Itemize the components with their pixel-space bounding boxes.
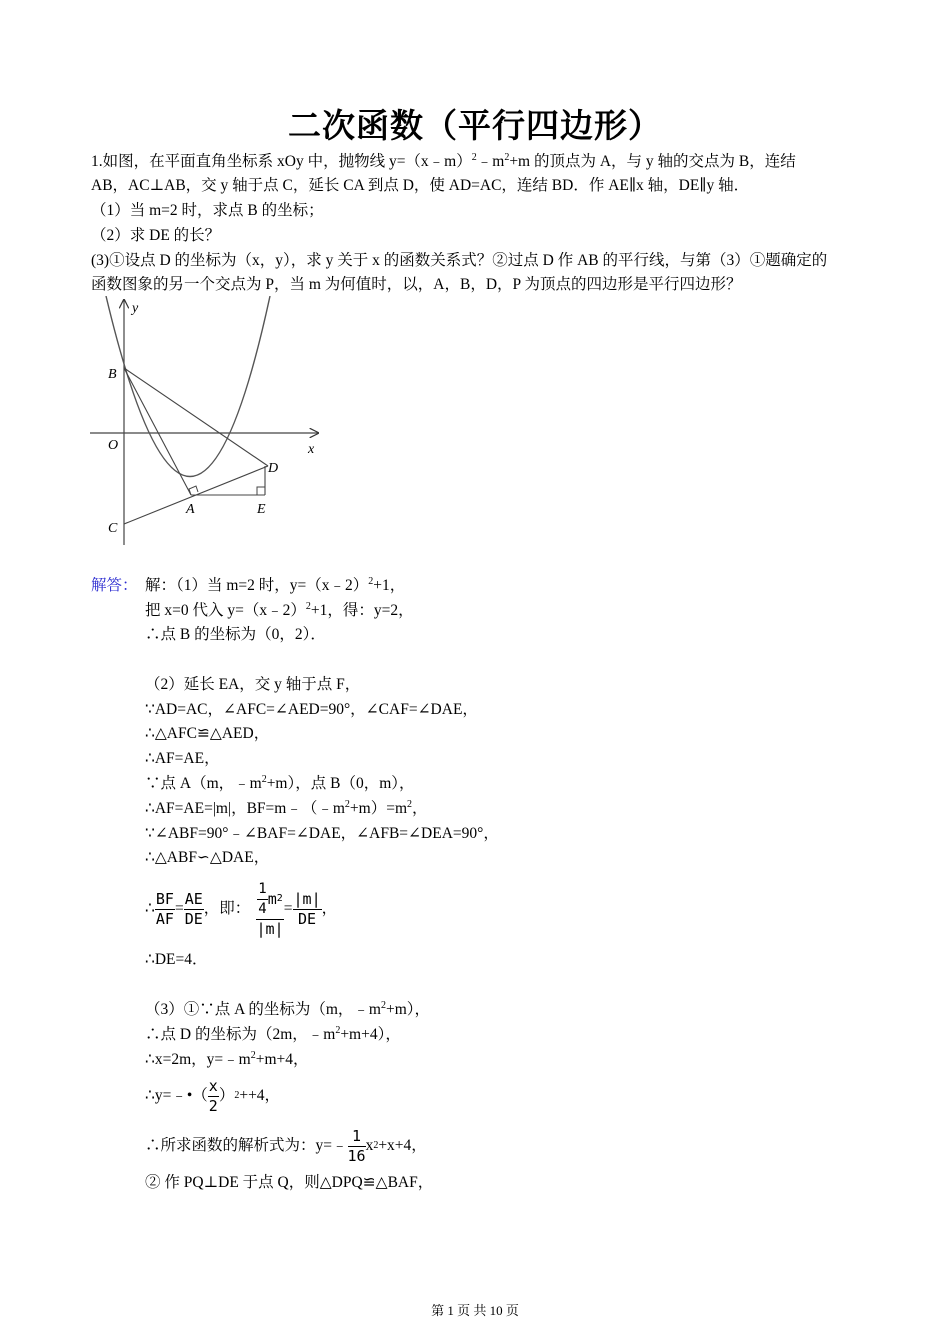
- label-C: C: [108, 521, 118, 536]
- problem-line-2: AB，AC⊥AB，交 y 轴于点 C，延长 CA 到点 D，使 AD=AC，连结 BD．作 AE∥x 轴，DE∥y 轴．: [91, 177, 750, 194]
- solution-2g: ∵∠ABF=90°﹣∠BAF=∠DAE，∠AFB=∠DEA=90°，: [145, 825, 499, 842]
- solution-2j: ∴DE=4．: [145, 951, 208, 968]
- question-2: （2）求 DE 的长？: [91, 227, 221, 244]
- parabola-curve: [106, 296, 270, 477]
- question-3-line-1: (3)①设点 D 的坐标为（x，y），求 y 关于 x 的函数关系式？②过点 D 作 AB 的平行线，与第（3）①题确定的: [91, 252, 828, 269]
- solution-2i-ratio: ∴ $\frac{BF}{AF}$ = $\frac{AE}{DE}$ ，即： $\frac{1}{4}$ m 2 |m| = $\frac{|m|}{DE}$ ，: [145, 880, 338, 938]
- label-y: y: [132, 301, 139, 316]
- solution-1b: 把 x=0 代入 y=（x﹣2）$^2$+1，得：y=2，: [145, 601, 414, 619]
- solution-1c: ∴点 B 的坐标为（0，2）．: [145, 626, 326, 643]
- solution-2c: ∴△AFC≌△AED，: [145, 725, 270, 742]
- solution-1a: 解：（1）当 m=2 时，y=（x﹣2）$^2$+1，: [145, 576, 406, 594]
- solution-2b: ∵AD=AC，∠AFC=∠AED=90°，∠CAF=∠DAE，: [145, 701, 478, 718]
- label-B: B: [108, 367, 117, 382]
- page-title: 二次函数（平行四边形）: [288, 106, 662, 145]
- parabola-figure: [86, 296, 326, 548]
- question-3-line-2: 函数图象的另一个交点为 P，当 m 为何值时，以，A，B，D，P 为顶点的四边形是平行四边形？: [91, 276, 742, 293]
- problem-line-1: 1.如图，在平面直角坐标系 xOy 中，抛物线 $y=(x﹣m)^2﹣m^2+m$ 的顶点为 A，与 y 轴的交点为 B，连结: [91, 152, 796, 170]
- label-A: A: [186, 502, 195, 517]
- segment-BD: [124, 368, 268, 466]
- segment-AB: [124, 368, 191, 495]
- solution-2d: ∴AF=AE，: [145, 750, 220, 767]
- solution-2f: ∴AF=AE=|m|，$BF=m﹣(﹣m^2+m)=m^2$，: [145, 799, 428, 817]
- page-footer: 第 1 页 共 10 页: [431, 1303, 519, 1318]
- label-x: x: [308, 442, 315, 457]
- solution-2a: （2）延长 EA，交 y 轴于点 F，: [145, 676, 361, 693]
- label-D: D: [268, 461, 279, 476]
- solution-2h: ∴△ABF∽△DAE，: [145, 849, 270, 866]
- solution-tag: 解答：: [91, 577, 138, 594]
- right-angle-A: [189, 486, 198, 495]
- label-E: E: [257, 502, 266, 517]
- solution-3f: ② 作 PQ⊥DE 于点 Q，则△DPQ≌△BAF，: [145, 1174, 434, 1191]
- solution-3c: ∴x=2m，$y=﹣m^2+m+4$，: [145, 1050, 309, 1068]
- question-1: （1）当 m=2 时，求点 B 的坐标；: [91, 202, 324, 219]
- right-angle-E: [257, 487, 265, 495]
- solution-3b: ∴点 D 的坐标为（2m，$﹣m^2+m+4$），: [145, 1025, 401, 1043]
- solution-2e: ∵点 A（m，$﹣m^2+m$），点 B（0，m），: [145, 774, 415, 792]
- solution-3d: ∴y=﹣•（ $\frac{x}{2}$ ） 2 ++4，: [145, 1076, 281, 1115]
- label-O: O: [108, 438, 119, 453]
- solution-3a: （3）①∵点 A 的坐标为（m，$﹣m^2+m$），: [145, 1000, 431, 1018]
- solution-3e: ∴所求函数的解析式为：y=﹣ $\frac{1}{16}$ x 2 +x+4，: [145, 1126, 427, 1165]
